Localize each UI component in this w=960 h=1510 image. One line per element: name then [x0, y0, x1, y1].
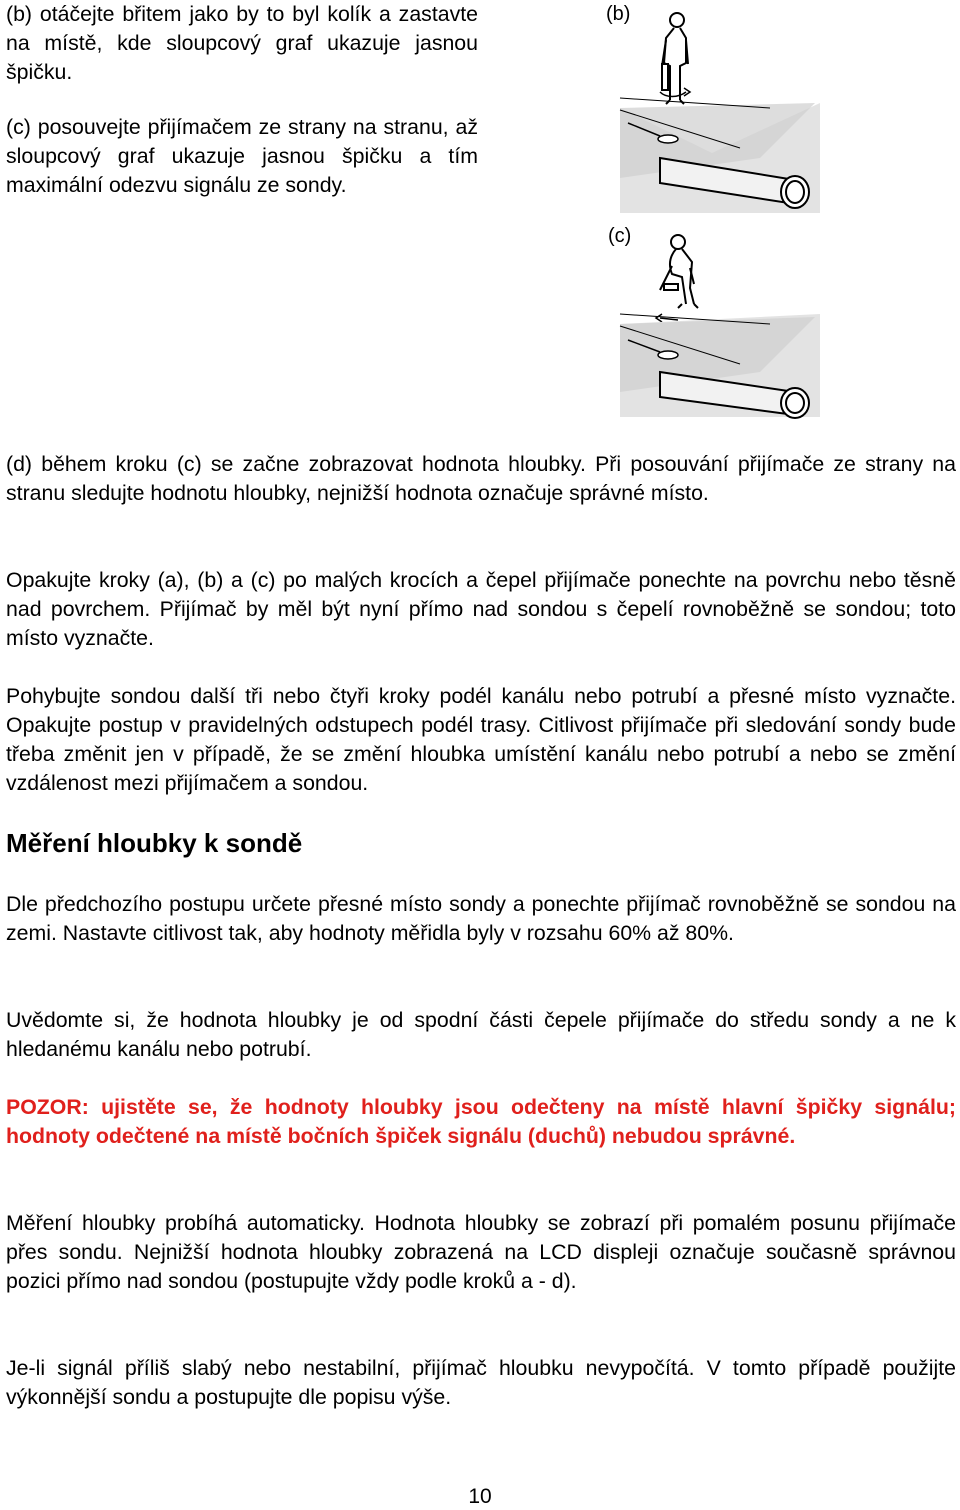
- section-heading: Měření hloubky k sondě: [6, 828, 303, 858]
- figure-b-illustration: [620, 8, 820, 213]
- page-number: 10: [468, 1485, 492, 1508]
- figure-c-illustration: [620, 232, 820, 417]
- step-b-text: (b) otáčejte břitem jako by to byl kolík a zastavte na místě, kde sloupcový graf ukazuje jasnou špičku.: [6, 2, 478, 84]
- repeat-steps-text: Opakujte kroky (a), (b) a (c) po malých krocích a čepel přijímače ponechte na povrchu nebo těsně nad povrchem. Přijímač by měl být nyní přímo nad sondou s čepelí rovnoběžně se sondou; toto místo vyznačte.: [6, 568, 956, 650]
- figure-label-b: (b): [606, 3, 631, 25]
- move-sonde-text: Pohybujte sondou další tři nebo čtyři kroky podél kanálu nebo potrubí a přesné místo vyznačte. Opakujte postup v pravidelných odstupech podél trasy. Citlivost přijímače při sledování sondy bude třeba změnit jen v případě, že se změní hloubka umístění kanálu nebo potrubí a nebo se změní vzdálenost mezi přijímačem a sondou.: [6, 684, 956, 795]
- step-c-text: (c) posouvejte přijímačem ze strany na stranu, až sloupcový graf ukazuje jasnou špičku a tím maximální odezvu signálu ze sondy.: [6, 115, 478, 197]
- warning-text: POZOR: ujistěte se, že hodnoty hloubky jsou odečteny na místě hlavní špičky signálu; hodnoty odečtené na místě bočních špiček signálu (duchů) nebudou správné.: [6, 1095, 956, 1148]
- weak-signal-text: Je-li signál příliš slabý nebo nestabilní, přijímač hloubku nevypočítá. V tomto případě použijte výkonnější sondu a postupujte dle popisu výše.: [6, 1356, 956, 1409]
- step-d-text: (d) během kroku (c) se začne zobrazovat hodnota hloubky. Při posouvání přijímače ze strany na stranu sledujte hodnotu hloubky, nejnižší hodnota označuje správné místo.: [6, 452, 956, 505]
- person-b-icon: [660, 13, 690, 104]
- depth-note-text: Uvědomte si, že hodnota hloubky je od spodní části čepele přijímače do středu sondy a ne k hledanému kanálu nebo potrubí.: [6, 1008, 956, 1061]
- auto-measure-text: Měření hloubky probíhá automaticky. Hodnota hloubky se zobrazí při pomalém posunu přijímače přes sondu. Nejnižší hodnota hloubky zobrazená na LCD displeji označuje současně správnou pozici přímo nad sondou (postupujte vždy podle kroků a - d).: [6, 1211, 956, 1293]
- depth-setup-text: Dle předchozího postupu určete přesné místo sondy a ponechte přijímač rovnoběžně se sondou na zemi. Nastavte citlivost tak, aby hodnoty měřidla byly v rozsahu 60% až 80%.: [6, 892, 956, 945]
- person-c-icon: [656, 235, 698, 322]
- figure-label-c: (c): [608, 225, 632, 247]
